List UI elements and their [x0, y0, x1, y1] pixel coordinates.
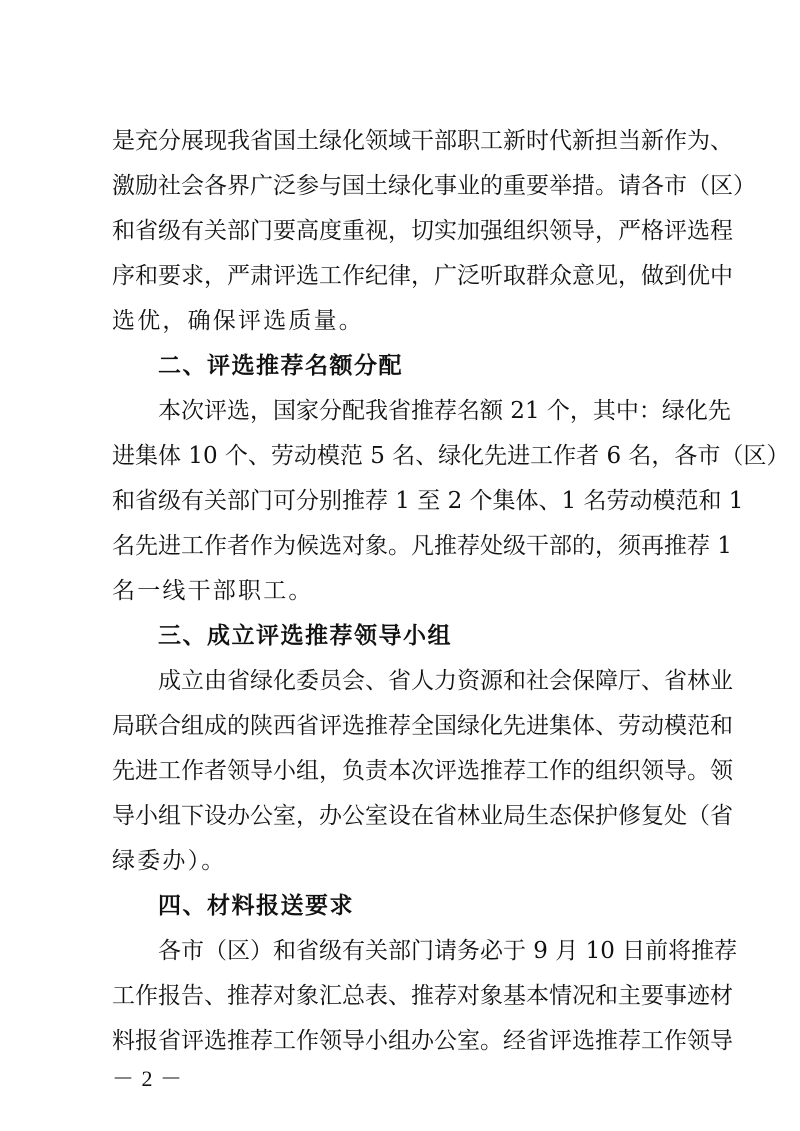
paragraph-line: 选优，确保评选质量。 — [112, 308, 364, 334]
paragraph-line: 序和要求，严肃评选工作纪律，广泛听取群众意见，做到优中 — [112, 263, 733, 289]
paragraph-line: 先进工作者领导小组，负责本次评选推荐工作的组织领导。领 — [112, 758, 733, 784]
paragraph-line: 工作报告、推荐对象汇总表、推荐对象基本情况和主要事迹材 — [112, 983, 733, 1009]
paragraph-line: 本次评选，国家分配我省推荐名额 21 个，其中：绿化先 — [158, 398, 731, 424]
paragraph-line: 成立由省绿化委员会、省人力资源和社会保障厅、省林业 — [158, 668, 733, 694]
paragraph-line: 是充分展现我省国土绿化领域干部职工新时代新担当新作为、 — [112, 128, 733, 154]
paragraph-line: 进集体 10 个、劳动模范 5 名、绿化先进工作者 6 名，各市（区） — [112, 443, 790, 469]
section-heading: 四、材料报送要求 — [158, 893, 354, 919]
paragraph-line: 各市（区）和省级有关部门请务必于 9 月 10 日前将推荐 — [158, 938, 738, 964]
page-number: － 2 － — [112, 1066, 184, 1091]
paragraph-line: 和省级有关部门可分别推荐 1 至 2 个集体、1 名劳动模范和 1 — [112, 488, 744, 514]
paragraph-line: 名一线干部职工。 — [112, 578, 314, 604]
paragraph-line: 绿委办）。 — [112, 848, 227, 874]
paragraph-line: 和省级有关部门要高度重视，切实加强组织领导，严格评选程 — [112, 218, 733, 244]
section-heading: 二、评选推荐名额分配 — [158, 353, 403, 379]
paragraph-line: 导小组下设办公室，办公室设在省林业局生态保护修复处（省 — [112, 803, 733, 829]
paragraph-line: 激励社会各界广泛参与国土绿化事业的重要举措。请各市（区） — [112, 173, 756, 199]
paragraph-line: 名先进工作者作为候选对象。凡推荐处级干部的，须再推荐 1 — [112, 533, 732, 559]
paragraph-line: 料报省评选推荐工作领导小组办公室。经省评选推荐工作领导 — [112, 1028, 733, 1054]
section-heading: 三、成立评选推荐领导小组 — [158, 623, 452, 649]
paragraph-line: 局联合组成的陕西省评选推荐全国绿化先进集体、劳动模范和 — [112, 713, 733, 739]
